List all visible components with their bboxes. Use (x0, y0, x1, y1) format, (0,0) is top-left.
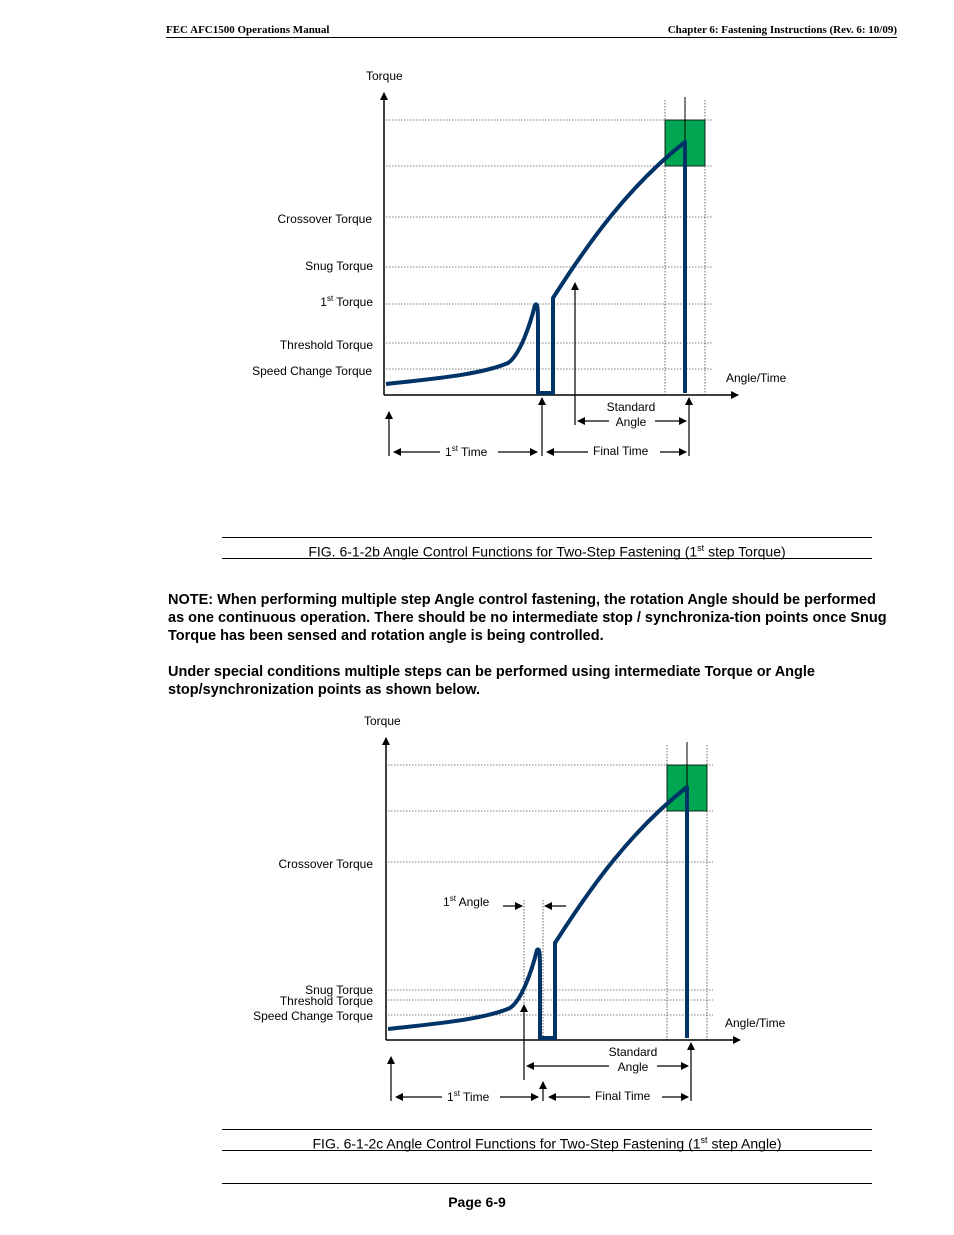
final-time-label-2: Final Time (595, 1089, 651, 1103)
first-torque-label: 1st Torque (320, 294, 373, 309)
figure-1-caption: FIG. 6-1-2b Angle Control Functions for Two-Step Fastening (1st step Torque) (222, 537, 872, 559)
reference-lines-2 (388, 745, 713, 1040)
snug-torque-label: Snug Torque (305, 259, 373, 273)
speed-change-torque-label-2: Speed Change Torque (253, 1009, 373, 1023)
x-axis-label-2: Angle/Time (725, 1016, 786, 1030)
threshold-torque-label: Threshold Torque (279, 338, 373, 352)
y-axis-label: Torque (366, 69, 403, 83)
first-time-label: 1st Time (445, 444, 488, 459)
standard-angle-label-2a: Standard (608, 1045, 658, 1059)
speed-change-torque-label: Speed Change Torque (252, 364, 372, 378)
figure-6-1-2b (0, 0, 954, 480)
page-number: Page 6-9 (448, 1194, 506, 1210)
footer-rule (222, 1183, 872, 1184)
torque-curve-2 (388, 787, 687, 1038)
note-paragraph: NOTE: When performing multiple step Angle control fastening, the rotation Angle should be performed as one continuous operation. There should be no intermediate stop / synchroniza-tion points once Snug Torque has been sensed and rotation angle is being controlled. (168, 592, 887, 644)
final-time-label: Final Time (593, 444, 649, 458)
reference-lines (386, 100, 712, 395)
standard-angle-label-2: Angle (615, 415, 647, 429)
standard-angle-label-1: Standard (606, 400, 656, 414)
header-manual-title: FEC AFC1500 Operations Manual (166, 24, 330, 36)
y-axis-label-2: Torque (364, 714, 401, 728)
threshold-torque-label-2: Threshold Torque (279, 994, 373, 1008)
figure-2-caption: FIG. 6-1-2c Angle Control Functions for Two-Step Fastening (1st step Angle) (222, 1129, 872, 1151)
torque-curve (386, 142, 685, 393)
figure-6-1-2c (0, 700, 954, 1120)
crossover-torque-label: Crossover Torque (277, 212, 372, 226)
crossover-torque-label-2: Crossover Torque (278, 857, 373, 871)
standard-angle-label-2b: Angle (617, 1060, 649, 1074)
first-angle-label: 1st Angle (443, 894, 490, 909)
header-chapter-title: Chapter 6: Fastening Instructions (Rev. 6: 10/09) (667, 24, 897, 36)
x-axis-label: Angle/Time (726, 371, 787, 385)
first-time-label-2: 1st Time (447, 1089, 490, 1104)
special-conditions-paragraph: Under special conditions multiple steps can be performed using intermediate Torque or Angle stop/synchronization points as shown below. (168, 664, 815, 698)
snug-torque-label-2: Snug Torque (305, 983, 373, 997)
